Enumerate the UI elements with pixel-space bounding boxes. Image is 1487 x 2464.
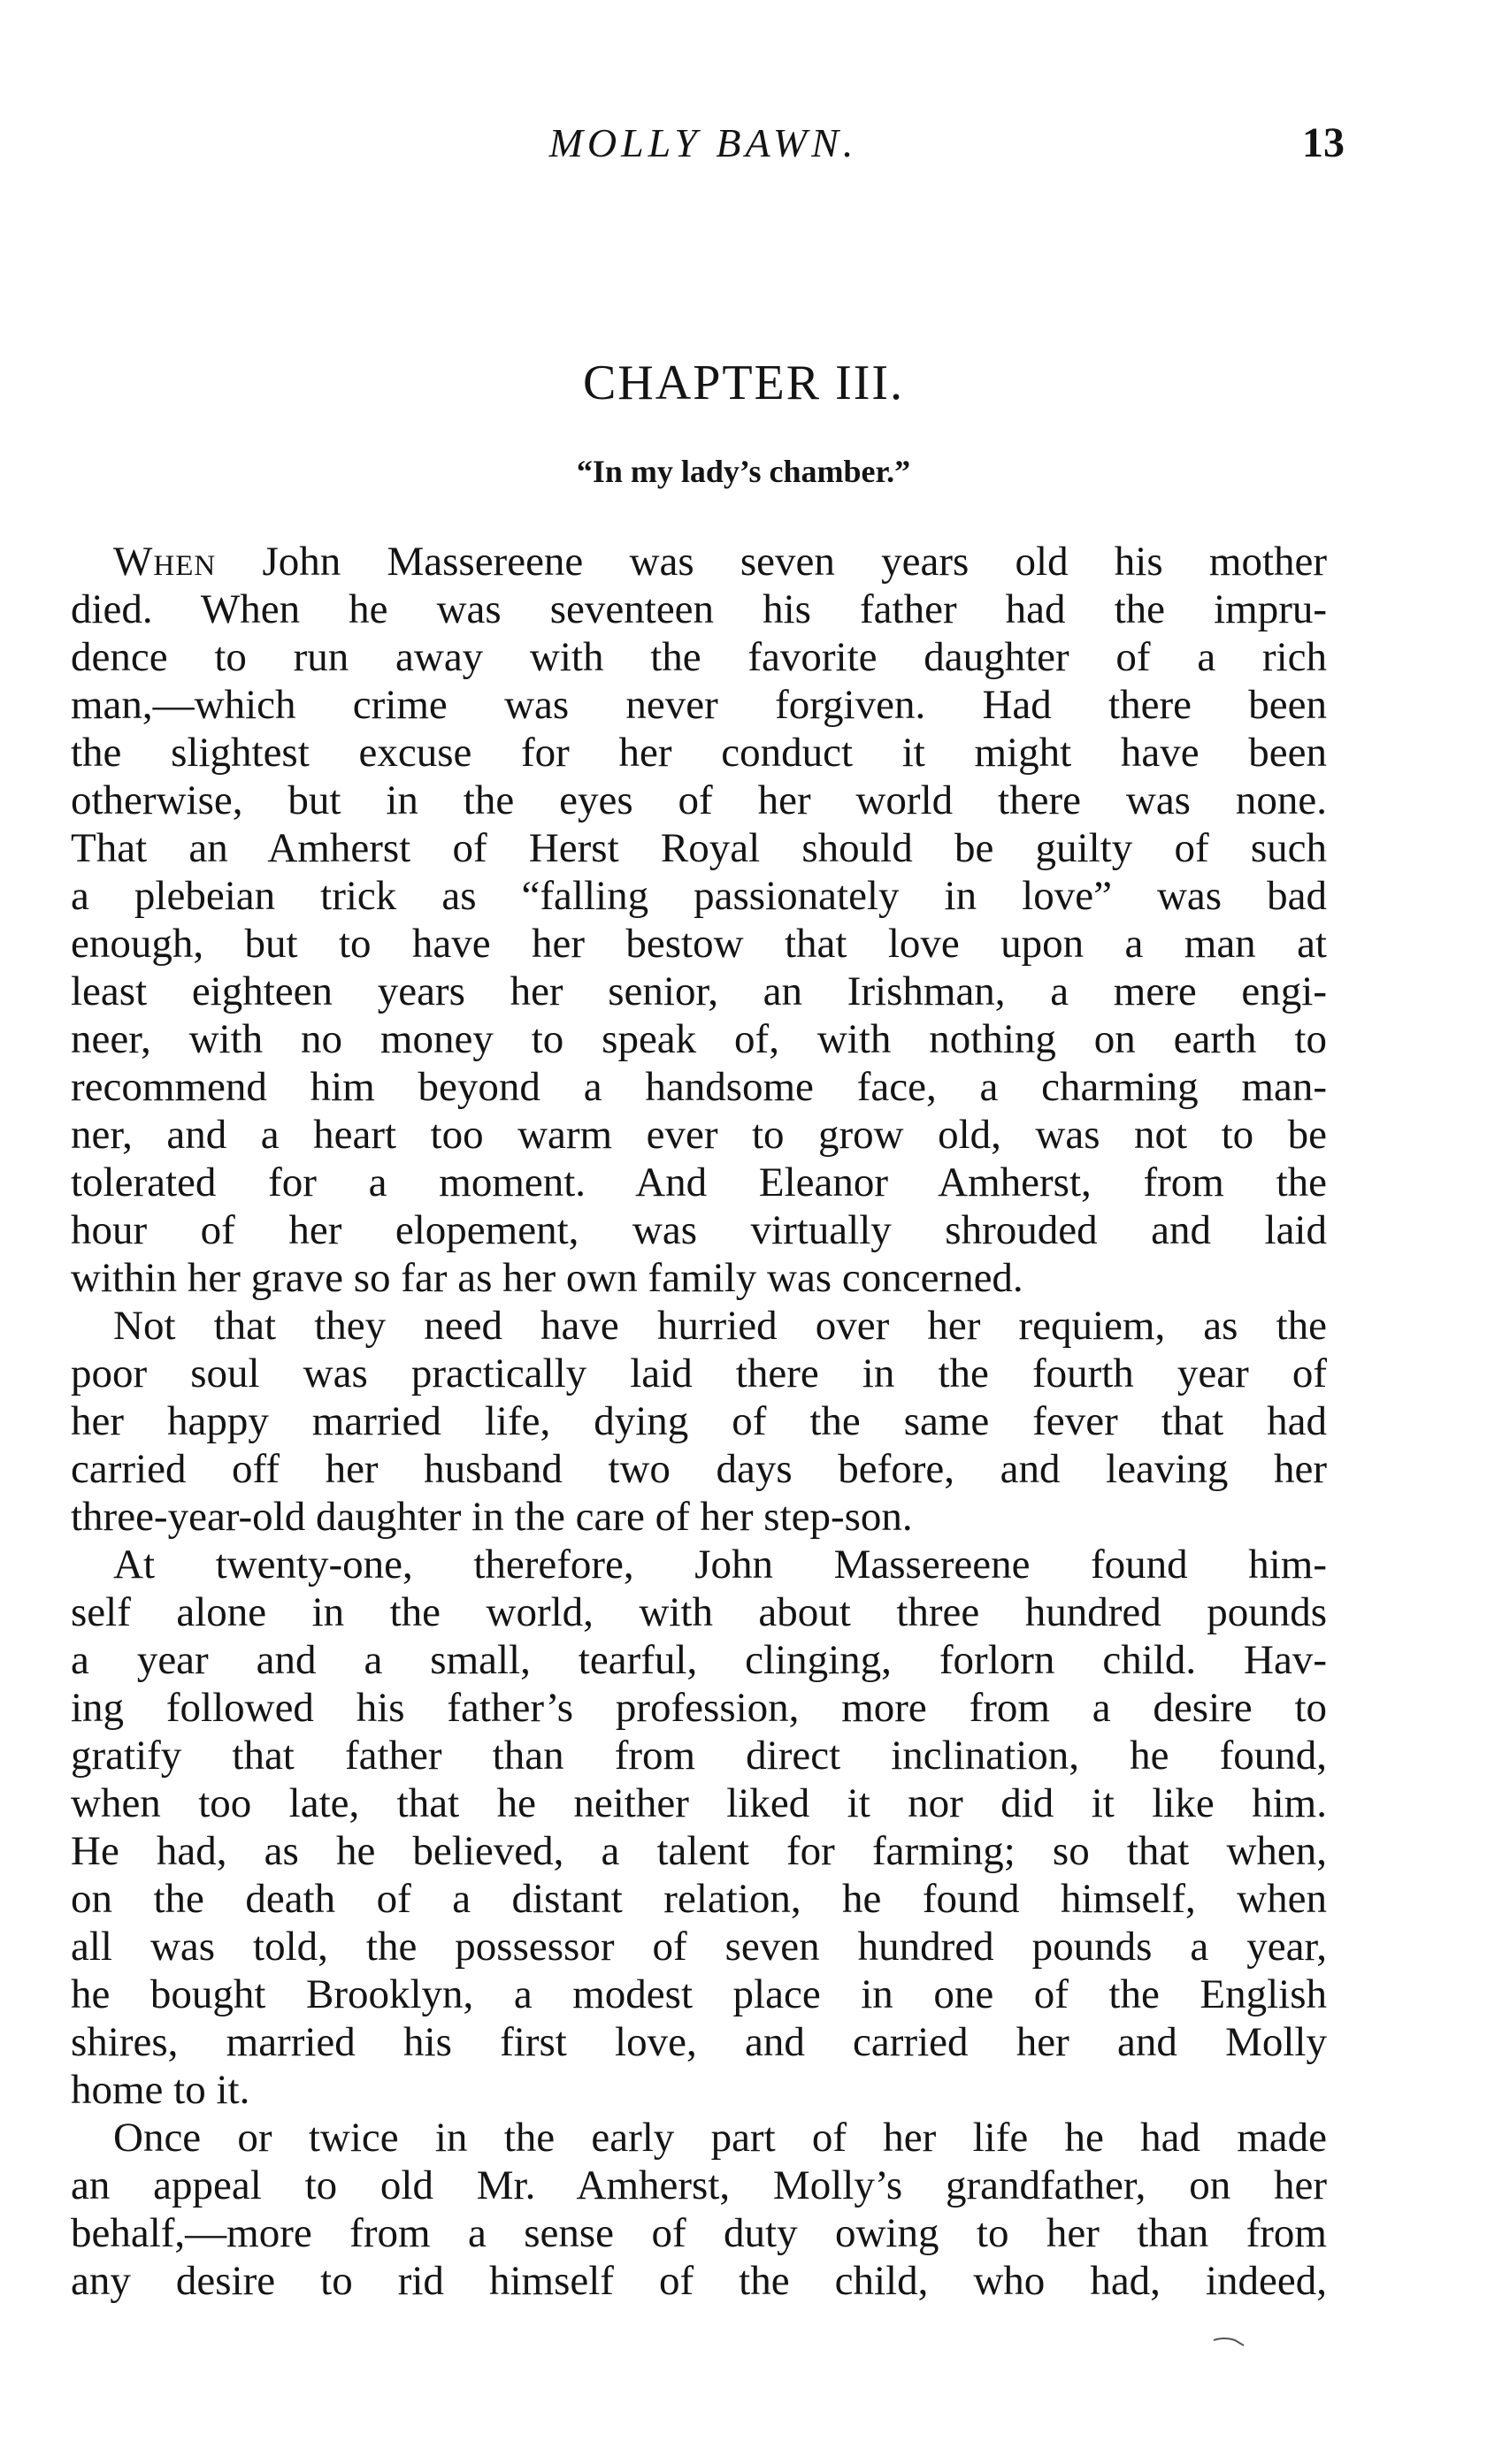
text-line: carried off her husband two days before, and leaving her <box>71 1446 1327 1492</box>
text-line: her happy married life, dying of the same fever that had <box>71 1398 1327 1444</box>
text-line: shires, married his first love, and carried her and Molly <box>71 2019 1327 2065</box>
text-line: dence to run away with the favorite daughter of a rich <box>71 634 1327 680</box>
text-line: an appeal to old Mr. Amherst, Molly’s grandfather, on her <box>71 2162 1327 2208</box>
text-line: when too late, that he neither liked it nor did it like him. <box>71 1780 1327 1826</box>
text-line: all was told, the possessor of seven hundred pounds a year, <box>71 1924 1327 1970</box>
text-line: Not that they need have hurried over her requiem, as the <box>113 1303 1327 1349</box>
text-line: within her grave so far as her own family was concerned. <box>71 1255 1023 1301</box>
text-line: ing followed his father’s profession, more from a desire to <box>71 1685 1327 1731</box>
text-line: self alone in the world, with about three hundred pounds <box>71 1589 1327 1635</box>
text-line: least eighteen years her senior, an Irishman, a mere engi- <box>71 968 1327 1014</box>
text-line: That an Amherst of Herst Royal should be guilty of such <box>71 825 1327 871</box>
text-line: a plebeian trick as “falling passionately in love” was bad <box>71 873 1327 919</box>
text-line <box>71 538 1327 585</box>
body-text <box>71 538 1327 2305</box>
text-line: ner, and a heart too warm ever to grow old, was not to be <box>71 1112 1327 1158</box>
text-line: home to it. <box>71 2067 250 2113</box>
text-line: gratify that father than from direct inclination, he found, <box>71 1733 1327 1779</box>
running-head <box>0 108 1487 179</box>
text-line: a year and a small, tearful, clinging, forlorn child. Hav- <box>71 1637 1327 1683</box>
text-line: tolerated for a moment. And Eleanor Amherst, from the <box>71 1159 1327 1205</box>
text-line: three-year-old daughter in the care of her step-son. <box>71 1494 913 1540</box>
text-line: on the death of a distant relation, he found himself, when <box>71 1876 1327 1922</box>
text-line: died. When he was seventeen his father had the impru- <box>71 586 1327 632</box>
running-title: MOLLY BAWN. <box>548 120 858 165</box>
text-line: any desire to rid himself of the child, who had, indeed, <box>71 2258 1327 2304</box>
text-line: neer, with no money to speak of, with nothing on earth to <box>71 1016 1327 1062</box>
chapter-title: CHAPTER III. <box>582 356 905 410</box>
text-line: the slightest excuse for her conduct it might have been <box>71 730 1327 776</box>
text-line: man,—which crime was never forgiven. Had there been <box>71 682 1327 728</box>
opening-word: When <box>113 539 217 585</box>
text-line: At twenty-one, therefore, John Massereene found him- <box>113 1542 1327 1588</box>
text-line-content: John Massereene was seven years old his mother <box>262 539 1328 585</box>
page-number: 13 <box>1302 119 1345 166</box>
text-line: he bought Brooklyn, a modest place in one of the English <box>71 1971 1327 2017</box>
text-line: behalf,—more from a sense of duty owing to her than from <box>71 2210 1327 2256</box>
print-speck-mark <box>1212 2335 1247 2347</box>
text-line: enough, but to have her bestow that love upon a man at <box>71 921 1327 967</box>
chapter-epigraph: “In my lady’s chamber.” <box>576 454 911 489</box>
text-line: He had, as he believed, a talent for farming; so that when, <box>71 1828 1327 1874</box>
text-line: Once or twice in the early part of her life he had made <box>113 2115 1327 2161</box>
text-line: hour of her elopement, was virtually shrouded and laid <box>71 1207 1327 1253</box>
text-line: otherwise, but in the eyes of her world there was none. <box>71 777 1327 823</box>
text-line: poor soul was practically laid there in the fourth year of <box>71 1351 1327 1397</box>
text-line: recommend him beyond a handsome face, a charming man- <box>71 1064 1327 1110</box>
